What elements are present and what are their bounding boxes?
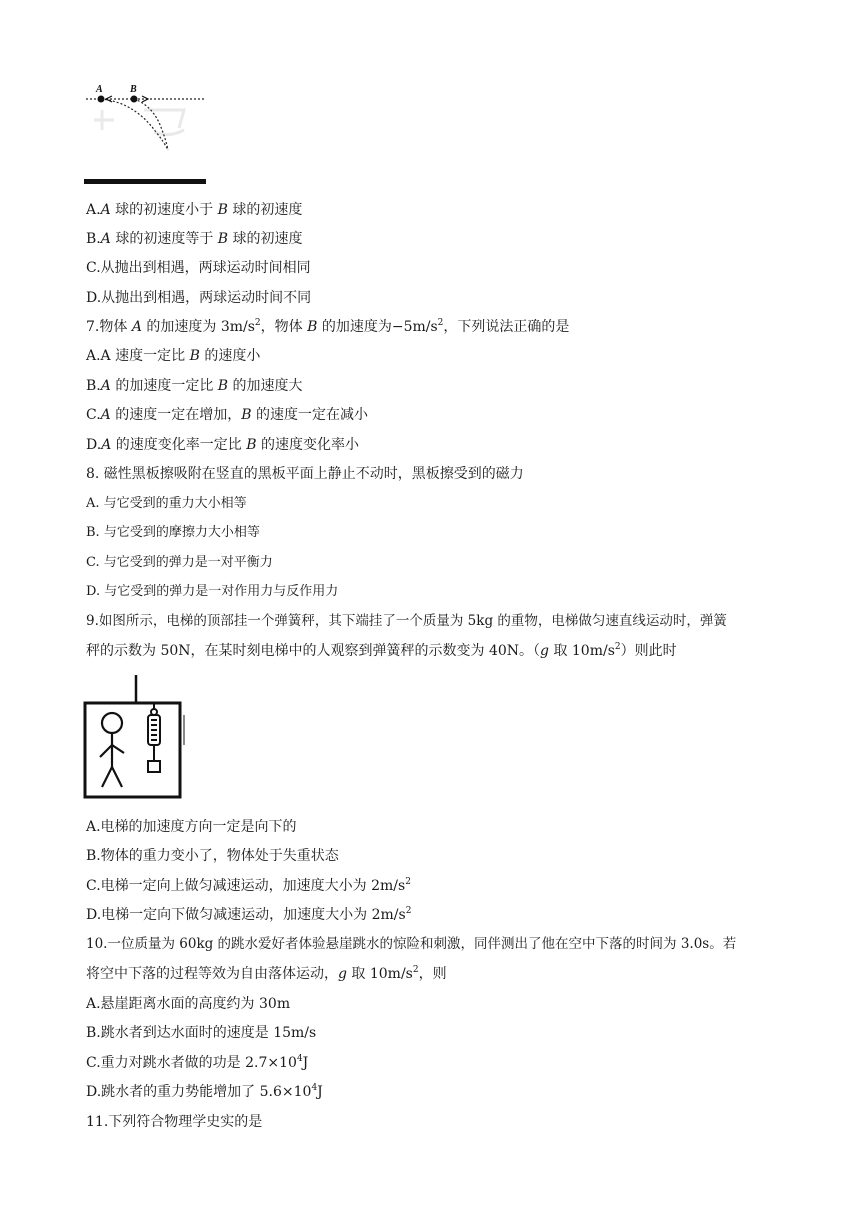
elevator-figure (80, 675, 190, 805)
q9-stem-line-1: 9.如图所示，电梯的顶部挂一个弹簧秤，其下端挂了一个质量为 5kg 的重物，电梯做匀速直线运动时，弹簧 (86, 613, 727, 629)
q8-option-d: D. 与它受到的弹力是一对作用力与反作用力 (86, 584, 339, 599)
q10-stem-line-1: 10.一位质量为 60kg 的跳水爱好者体验悬崖跳水的惊险和刺激，同伴测出了他在空中下落的时间为 3.0s。若 (86, 936, 737, 952)
q7-option-c: C.A 的速度一定在增加，B 的速度一定在减小 (86, 407, 368, 423)
ball-a (98, 96, 105, 103)
q8-option-c: C. 与它受到的弹力是一对平衡力 (86, 555, 273, 570)
spring-scale (148, 703, 160, 761)
hanging-weight (148, 761, 160, 772)
q8-stem: 8. 磁性黑板擦吸附在竖直的黑板平面上静止不动时，黑板擦受到的磁力 (86, 466, 524, 482)
q6-option-a: A.A 球的初速度小于 B 球的初速度 (86, 202, 303, 218)
q10-option-a: A.悬崖距离水面的高度约为 30m (86, 996, 291, 1012)
q10-option-d: D.跳水者的重力势能增加了 $5.6\times 10^4J$ (86, 1083, 323, 1100)
q7-option-d: D.A 的速度变化率一定比 B 的速度变化率小 (86, 437, 359, 453)
label-a: A (96, 84, 103, 95)
q8-option-a: A. 与它受到的重力大小相等 (86, 496, 247, 511)
q9-option-c: C.电梯一定向上做匀减速运动，加速度大小为 $2m/s^2$ (86, 877, 411, 894)
q6-option-b: B.A 球的初速度等于 B 球的初速度 (86, 231, 303, 247)
trajectory-b (134, 99, 168, 150)
q10-option-b: B.跳水者到达水面时的速度是 15m/s (86, 1025, 317, 1041)
q10-stem-line-2: 将空中下落的过程等效为自由落体运动，g 取 $10m/s^2$，则 (86, 965, 447, 982)
q6-option-c: C.从抛出到相遇，两球运动时间相同 (86, 260, 311, 276)
projectile-figure (84, 80, 214, 190)
label-b: B (130, 84, 137, 95)
person-figure (100, 713, 124, 787)
q9-option-d: D.电梯一定向下做匀减速运动，加速度大小为 $2m/s^2$ (86, 906, 412, 923)
q8-option-b: B. 与它受到的摩擦力大小相等 (86, 525, 260, 540)
q6-option-d: D.从抛出到相遇，两球运动时间不同 (86, 290, 312, 306)
elevator-box (85, 703, 180, 797)
q9-stem-line-2: 秤的示数为 50N，在某时刻电梯中的人观察到弹簧秤的示数变为 40N。（g 取 $10m/s^2$）则此时 (86, 642, 677, 659)
q9-option-a: A.电梯的加速度方向一定是向下的 (86, 819, 297, 835)
ball-b (131, 96, 138, 103)
q11-stem: 11.下列符合物理学史实的是 (86, 1114, 263, 1130)
q7-option-b: B.A 的加速度一定比 B 的加速度大 (86, 378, 303, 394)
q10-option-c: C.重力对跳水者做的功是 $2.7\times 10^4J$ (86, 1054, 309, 1071)
trajectory-a (101, 99, 168, 150)
ground-bar (84, 179, 206, 184)
q7-stem: 7.物体 A 的加速度为 $3m/s^2$，物体 B 的加速度为$-5m/s^2$，下列说法正确的是 (86, 318, 570, 335)
q9-option-b: B.物体的重力变小了，物体处于失重状态 (86, 848, 339, 864)
q7-option-a: A.A 速度一定比 B 的速度小 (86, 348, 261, 364)
